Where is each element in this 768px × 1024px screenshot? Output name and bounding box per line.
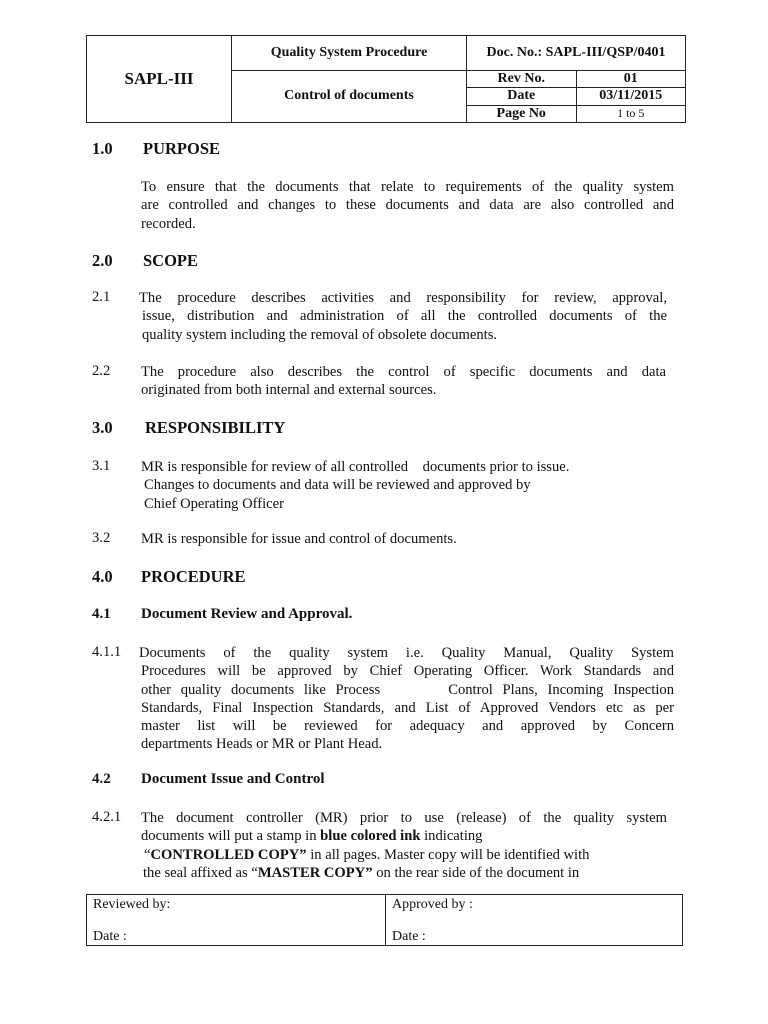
text-line: the seal affixed as “MASTER COPY” on the rear side of the document in: [143, 864, 580, 881]
procedure-paragraph-4-1-1: [139, 644, 674, 754]
text-line: Standards, Final Inspection Standards, and List of Approved Vendors etc as per: [141, 699, 674, 716]
text-line: MR is responsible for review of all controlled documents prior to issue.: [141, 459, 570, 475]
page-value: 1 to 5: [576, 105, 686, 122]
text-line: quality system including the removal of obsolete documents.: [142, 326, 498, 343]
rev-value: 01: [576, 70, 686, 87]
company-name: SAPL-III: [87, 36, 232, 123]
section-heading-responsibility: RESPONSIBILITY: [145, 418, 286, 437]
procedure-paragraph-4-2-1: [141, 809, 667, 882]
paragraph-number: 2.2: [92, 363, 111, 379]
paragraph-number: 4.1.1: [92, 644, 122, 660]
paragraph-number: 3.2: [92, 530, 111, 546]
paragraph-number: 4.2.1: [92, 809, 122, 825]
section-number: 4.0: [92, 567, 113, 586]
signoff-table: [86, 894, 683, 946]
subsection-number: 4.2: [92, 771, 111, 787]
section-heading-scope: SCOPE: [143, 251, 199, 270]
text-line: The procedure describes activities and responsibility for review, approval,: [139, 290, 667, 306]
text-line: Documents of the quality system i.e. Quality Manual, Quality System: [139, 645, 674, 661]
text-line: The procedure also describes the control of specific documents and data: [141, 364, 666, 380]
paragraph-number: 2.1: [92, 289, 111, 305]
text-line: documents will put a stamp in blue colored ink indicating: [141, 828, 483, 845]
section-number: 1.0: [92, 139, 113, 158]
doc-title: Control of documents: [232, 70, 467, 122]
text-line: departments Heads or MR or Plant Head.: [141, 736, 383, 753]
approved-cell: [386, 895, 683, 946]
text-line: The document controller (MR) prior to use (release) of the quality system: [141, 810, 667, 826]
section-heading-purpose: PURPOSE: [143, 139, 221, 158]
text-line: Chief Operating Officer: [144, 495, 284, 512]
rev-label: Rev No.: [467, 70, 577, 87]
text-line: issue, distribution and administration of all the controlled documents of the: [142, 308, 667, 325]
paragraph-number: 3.1: [92, 458, 111, 474]
procedure-type: Quality System Procedure: [232, 36, 467, 71]
text-line: other quality documents like Process Control Plans, Incoming Inspection: [141, 681, 674, 698]
scope-paragraph-2-1: [139, 289, 667, 344]
doc-number: Doc. No.: SAPL-III/QSP/0401: [467, 36, 686, 71]
responsibility-paragraph-3-2: [141, 530, 641, 548]
text-line: Procedures will be approved by Chief Operating Officer. Work Standards and: [141, 663, 674, 680]
purpose-paragraph: [141, 178, 674, 233]
reviewed-cell: [87, 895, 386, 946]
text-line: “CONTROLLED COPY” in all pages. Master copy will be identified with: [144, 846, 590, 863]
scope-paragraph-2-2: [141, 363, 666, 400]
date-label: Date: [467, 88, 577, 105]
review-date-label: Date :: [93, 929, 127, 944]
document-header: [86, 35, 686, 123]
text-line: recorded.: [141, 215, 196, 232]
text-line: are controlled and changes to these documents and data are also controlled and: [141, 197, 674, 214]
page-label: Page No: [467, 105, 577, 122]
approval-date-label: Date :: [392, 929, 426, 944]
text-line: originated from both internal and external sources.: [141, 382, 437, 399]
subsection-heading-review: Document Review and Approval.: [141, 606, 353, 622]
subsection-heading-issue: Document Issue and Control: [141, 771, 325, 787]
approved-by-label: Approved by :: [392, 897, 473, 912]
text-line: master list will be reviewed for adequacy and approved by Concern: [141, 718, 674, 735]
responsibility-paragraph-3-1: [141, 458, 641, 513]
section-number: 2.0: [92, 251, 113, 270]
section-heading-procedure: PROCEDURE: [141, 567, 246, 586]
text-line: Changes to documents and data will be reviewed and approved by: [144, 477, 531, 494]
reviewed-by-label: Reviewed by:: [93, 897, 171, 912]
subsection-number: 4.1: [92, 606, 111, 622]
section-number: 3.0: [92, 418, 113, 437]
text-line: To ensure that the documents that relate to requirements of the quality system: [141, 179, 674, 195]
date-value: 03/11/2015: [576, 88, 686, 105]
text-line: MR is responsible for issue and control of documents.: [141, 531, 457, 547]
